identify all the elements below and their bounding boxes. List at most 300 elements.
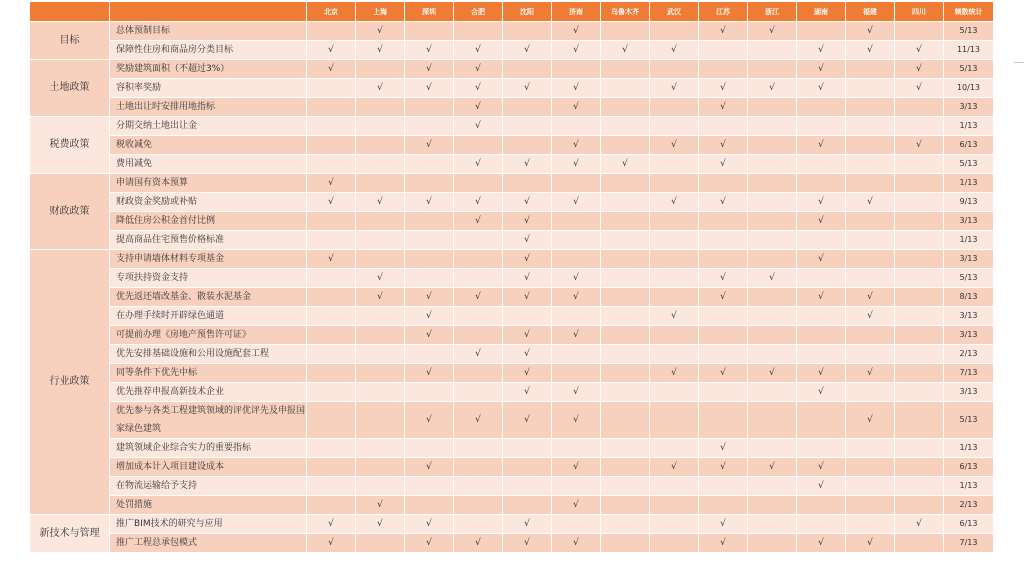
check-cell: √ [650, 307, 699, 326]
check-cell [748, 534, 797, 553]
check-cell [748, 439, 797, 458]
frequency-cell: 2/13 [944, 345, 994, 364]
check-cell: √ [552, 98, 601, 117]
check-cell [895, 534, 944, 553]
check-cell [699, 326, 748, 345]
check-cell [797, 231, 846, 250]
check-cell [503, 60, 552, 79]
check-cell [895, 193, 944, 212]
frequency-cell: 3/13 [944, 98, 994, 117]
check-cell: √ [454, 41, 503, 60]
check-cell [601, 79, 650, 98]
check-cell: √ [552, 193, 601, 212]
check-cell [454, 269, 503, 288]
header-city: 湖南 [797, 2, 846, 22]
check-cell [748, 174, 797, 193]
policy-item-cell: 专项扶持资金支持 [110, 269, 307, 288]
check-cell [846, 326, 895, 345]
check-cell [650, 496, 699, 515]
check-cell [454, 364, 503, 383]
check-cell: √ [699, 288, 748, 307]
check-cell [748, 402, 797, 439]
check-cell [797, 496, 846, 515]
table-row [30, 383, 994, 402]
check-cell [601, 364, 650, 383]
check-cell: √ [552, 288, 601, 307]
check-cell: √ [846, 41, 895, 60]
check-cell [895, 250, 944, 269]
header-city: 上海 [356, 2, 405, 22]
check-cell [797, 439, 846, 458]
check-cell [405, 383, 454, 402]
check-cell: √ [307, 515, 356, 534]
header-city: 沈阳 [503, 2, 552, 22]
check-cell: √ [699, 458, 748, 477]
check-cell [895, 269, 944, 288]
check-cell: √ [797, 193, 846, 212]
check-cell: √ [503, 41, 552, 60]
check-cell [503, 117, 552, 136]
check-cell: √ [307, 174, 356, 193]
check-cell [650, 383, 699, 402]
check-cell [846, 439, 895, 458]
check-cell: √ [748, 269, 797, 288]
header-city: 北京 [307, 2, 356, 22]
check-cell [601, 402, 650, 439]
check-cell [650, 326, 699, 345]
check-cell: √ [503, 288, 552, 307]
check-cell [307, 98, 356, 117]
check-cell [650, 288, 699, 307]
check-cell [503, 307, 552, 326]
check-cell [797, 22, 846, 41]
frequency-cell: 1/13 [944, 174, 994, 193]
frequency-cell: 5/13 [944, 269, 994, 288]
policy-item-cell: 税收减免 [110, 136, 307, 155]
policy-item-cell: 费用减免 [110, 155, 307, 174]
table-row [30, 212, 994, 231]
check-cell [650, 515, 699, 534]
frequency-cell: 5/13 [944, 155, 994, 174]
check-cell: √ [846, 534, 895, 553]
check-cell [307, 496, 356, 515]
frequency-cell: 3/13 [944, 212, 994, 231]
check-cell [601, 307, 650, 326]
check-cell: √ [503, 326, 552, 345]
check-cell [699, 174, 748, 193]
check-cell: √ [503, 269, 552, 288]
policy-item-cell: 容积率奖励 [110, 79, 307, 98]
check-cell: √ [405, 288, 454, 307]
check-cell [405, 477, 454, 496]
check-cell: √ [699, 193, 748, 212]
check-cell [846, 117, 895, 136]
category-cell: 新技术与管理 [30, 515, 110, 553]
check-cell: √ [405, 515, 454, 534]
check-cell [748, 250, 797, 269]
check-cell [601, 534, 650, 553]
check-cell [307, 269, 356, 288]
check-cell [748, 383, 797, 402]
check-cell [650, 98, 699, 117]
policy-item-cell: 推广BIM技术的研究与应用 [110, 515, 307, 534]
check-cell [601, 98, 650, 117]
check-cell [503, 477, 552, 496]
table-row [30, 231, 994, 250]
policy-comparison-table [30, 2, 994, 553]
check-cell [797, 269, 846, 288]
check-cell: √ [503, 250, 552, 269]
check-cell: √ [699, 79, 748, 98]
check-cell: √ [748, 22, 797, 41]
check-cell [650, 269, 699, 288]
check-cell [356, 345, 405, 364]
check-cell [356, 250, 405, 269]
check-cell [503, 22, 552, 41]
check-cell [454, 477, 503, 496]
check-cell [748, 515, 797, 534]
check-cell [307, 288, 356, 307]
check-cell: √ [797, 250, 846, 269]
category-cell: 行业政策 [30, 250, 110, 515]
check-cell [650, 534, 699, 553]
check-cell: √ [356, 41, 405, 60]
check-cell [699, 383, 748, 402]
check-cell: √ [503, 383, 552, 402]
check-cell: √ [307, 41, 356, 60]
check-cell [699, 212, 748, 231]
table-row [30, 326, 994, 345]
check-cell [356, 326, 405, 345]
check-cell [405, 212, 454, 231]
check-cell [601, 22, 650, 41]
category-cell: 财政政策 [30, 174, 110, 250]
check-cell [748, 477, 797, 496]
check-cell [895, 458, 944, 477]
check-cell [405, 117, 454, 136]
frequency-cell: 8/13 [944, 288, 994, 307]
check-cell [601, 231, 650, 250]
check-cell [699, 41, 748, 60]
check-cell [797, 326, 846, 345]
check-cell [307, 402, 356, 439]
check-cell [356, 117, 405, 136]
check-cell: √ [699, 439, 748, 458]
check-cell [356, 98, 405, 117]
check-cell [797, 515, 846, 534]
check-cell: √ [650, 79, 699, 98]
check-cell [552, 439, 601, 458]
check-cell [601, 174, 650, 193]
check-cell [895, 364, 944, 383]
header-city: 乌鲁木齐 [601, 2, 650, 22]
policy-item-cell: 提高商品住宅预售价格标准 [110, 231, 307, 250]
frequency-cell: 1/13 [944, 439, 994, 458]
check-cell [601, 383, 650, 402]
check-cell [650, 117, 699, 136]
side-divider [1014, 62, 1024, 63]
table-row [30, 41, 994, 60]
frequency-cell: 6/13 [944, 458, 994, 477]
check-cell [846, 496, 895, 515]
check-cell [650, 60, 699, 79]
policy-item-cell: 土地出让时安排用地指标 [110, 98, 307, 117]
check-cell: √ [356, 193, 405, 212]
check-cell [356, 136, 405, 155]
table-row [30, 193, 994, 212]
check-cell [454, 496, 503, 515]
check-cell: √ [405, 402, 454, 439]
check-cell: √ [552, 458, 601, 477]
policy-table-container [30, 2, 994, 553]
check-cell: √ [601, 155, 650, 174]
check-cell: √ [503, 534, 552, 553]
check-cell: √ [307, 534, 356, 553]
check-cell [895, 174, 944, 193]
check-cell [797, 155, 846, 174]
check-cell [601, 212, 650, 231]
check-cell [748, 41, 797, 60]
check-cell: √ [699, 534, 748, 553]
check-cell [699, 117, 748, 136]
check-cell [601, 458, 650, 477]
check-cell [307, 307, 356, 326]
check-cell [454, 458, 503, 477]
check-cell: √ [748, 79, 797, 98]
frequency-cell: 3/13 [944, 307, 994, 326]
table-row [30, 402, 994, 439]
check-cell [895, 288, 944, 307]
check-cell: √ [895, 60, 944, 79]
check-cell [748, 345, 797, 364]
check-cell: √ [503, 79, 552, 98]
check-cell [552, 477, 601, 496]
check-cell [846, 515, 895, 534]
check-cell [601, 288, 650, 307]
check-cell [405, 496, 454, 515]
check-cell: √ [552, 79, 601, 98]
check-cell: √ [454, 60, 503, 79]
header-category-blank [30, 2, 110, 22]
table-row [30, 288, 994, 307]
check-cell [454, 250, 503, 269]
check-cell [405, 250, 454, 269]
table-row [30, 364, 994, 383]
policy-item-cell: 推广工程总承包模式 [110, 534, 307, 553]
check-cell [797, 307, 846, 326]
check-cell: √ [454, 193, 503, 212]
frequency-cell: 1/13 [944, 231, 994, 250]
frequency-cell: 7/13 [944, 534, 994, 553]
check-cell [307, 477, 356, 496]
check-cell [307, 458, 356, 477]
check-cell: √ [552, 269, 601, 288]
check-cell: √ [454, 79, 503, 98]
table-row [30, 79, 994, 98]
check-cell: √ [650, 458, 699, 477]
check-cell [307, 364, 356, 383]
check-cell [846, 98, 895, 117]
check-cell [650, 155, 699, 174]
check-cell: √ [797, 60, 846, 79]
check-cell: √ [895, 79, 944, 98]
check-cell [895, 345, 944, 364]
check-cell [405, 231, 454, 250]
check-cell [552, 250, 601, 269]
check-cell: √ [405, 534, 454, 553]
check-cell [356, 439, 405, 458]
check-cell [748, 60, 797, 79]
check-cell: √ [748, 364, 797, 383]
check-cell: √ [356, 288, 405, 307]
check-cell: √ [895, 41, 944, 60]
check-cell [405, 439, 454, 458]
check-cell [895, 307, 944, 326]
check-cell: √ [454, 155, 503, 174]
check-cell: √ [405, 41, 454, 60]
check-cell [356, 307, 405, 326]
check-cell: √ [552, 402, 601, 439]
check-cell: √ [405, 458, 454, 477]
check-cell [895, 496, 944, 515]
check-cell [895, 231, 944, 250]
check-cell: √ [405, 60, 454, 79]
header-city: 浙江 [748, 2, 797, 22]
check-cell: √ [503, 155, 552, 174]
policy-item-cell: 总体预制目标 [110, 22, 307, 41]
check-cell [748, 98, 797, 117]
check-cell: √ [846, 288, 895, 307]
check-cell [846, 79, 895, 98]
check-cell [699, 307, 748, 326]
table-row [30, 477, 994, 496]
policy-item-cell: 优先安排基础设施和公用设施配套工程 [110, 345, 307, 364]
check-cell [650, 212, 699, 231]
policy-item-cell: 增加成本计入项目建设成本 [110, 458, 307, 477]
check-cell [552, 212, 601, 231]
frequency-cell: 6/13 [944, 136, 994, 155]
check-cell: √ [454, 534, 503, 553]
policy-item-cell: 保障性住房和商品房分类目标 [110, 41, 307, 60]
check-cell [748, 326, 797, 345]
policy-item-cell: 优先参与各类工程建筑领域的评优评先及申报国家绿色建筑 [110, 402, 307, 439]
check-cell: √ [797, 136, 846, 155]
check-cell [601, 117, 650, 136]
check-cell [405, 98, 454, 117]
check-cell: √ [699, 515, 748, 534]
policy-item-cell: 建筑领域企业综合实力的重要指标 [110, 439, 307, 458]
check-cell: √ [797, 534, 846, 553]
check-cell [748, 288, 797, 307]
category-cell: 目标 [30, 22, 110, 60]
check-cell [454, 136, 503, 155]
check-cell [552, 515, 601, 534]
table-row [30, 60, 994, 79]
check-cell [454, 326, 503, 345]
check-cell [846, 345, 895, 364]
header-city: 合肥 [454, 2, 503, 22]
policy-item-cell: 奖励建筑面积（不超过3%） [110, 60, 307, 79]
check-cell [748, 155, 797, 174]
check-cell [895, 98, 944, 117]
check-cell [601, 477, 650, 496]
check-cell [895, 383, 944, 402]
check-cell: √ [797, 41, 846, 60]
check-cell [748, 231, 797, 250]
table-row [30, 439, 994, 458]
check-cell: √ [552, 136, 601, 155]
table-row [30, 117, 994, 136]
check-cell [895, 117, 944, 136]
check-cell: √ [356, 22, 405, 41]
check-cell [405, 155, 454, 174]
check-cell [552, 174, 601, 193]
check-cell: √ [552, 22, 601, 41]
check-cell: √ [601, 41, 650, 60]
header-city: 武汉 [650, 2, 699, 22]
frequency-cell: 11/13 [944, 41, 994, 60]
frequency-cell: 2/13 [944, 496, 994, 515]
check-cell [846, 155, 895, 174]
frequency-cell: 3/13 [944, 383, 994, 402]
policy-item-cell: 可提前办理《房地产预售许可证》 [110, 326, 307, 345]
check-cell [307, 155, 356, 174]
check-cell [552, 231, 601, 250]
policy-item-cell: 优先推荐申报高新技术企业 [110, 383, 307, 402]
check-cell [797, 345, 846, 364]
check-cell [797, 402, 846, 439]
check-cell [699, 496, 748, 515]
check-cell: √ [797, 383, 846, 402]
check-cell [650, 174, 699, 193]
check-cell [650, 439, 699, 458]
check-cell: √ [699, 155, 748, 174]
header-city: 济南 [552, 2, 601, 22]
check-cell: √ [650, 364, 699, 383]
check-cell: √ [846, 22, 895, 41]
check-cell: √ [797, 79, 846, 98]
table-row [30, 496, 994, 515]
check-cell [895, 326, 944, 345]
check-cell [356, 212, 405, 231]
check-cell: √ [405, 79, 454, 98]
check-cell: √ [307, 250, 356, 269]
check-cell [846, 269, 895, 288]
check-cell: √ [503, 212, 552, 231]
check-cell: √ [356, 496, 405, 515]
check-cell [405, 174, 454, 193]
check-cell [699, 402, 748, 439]
frequency-cell: 10/13 [944, 79, 994, 98]
check-cell: √ [503, 402, 552, 439]
check-cell: √ [552, 41, 601, 60]
table-row [30, 345, 994, 364]
check-cell [356, 477, 405, 496]
header-city: 深圳 [405, 2, 454, 22]
header-item-blank [110, 2, 307, 22]
check-cell [307, 117, 356, 136]
check-cell [895, 439, 944, 458]
header-city: 福建 [846, 2, 895, 22]
frequency-cell: 6/13 [944, 515, 994, 534]
check-cell [846, 458, 895, 477]
check-cell [405, 269, 454, 288]
check-cell: √ [405, 307, 454, 326]
check-cell: √ [797, 364, 846, 383]
policy-item-cell: 降低住房公积金首付比例 [110, 212, 307, 231]
check-cell: √ [797, 288, 846, 307]
check-cell [895, 477, 944, 496]
